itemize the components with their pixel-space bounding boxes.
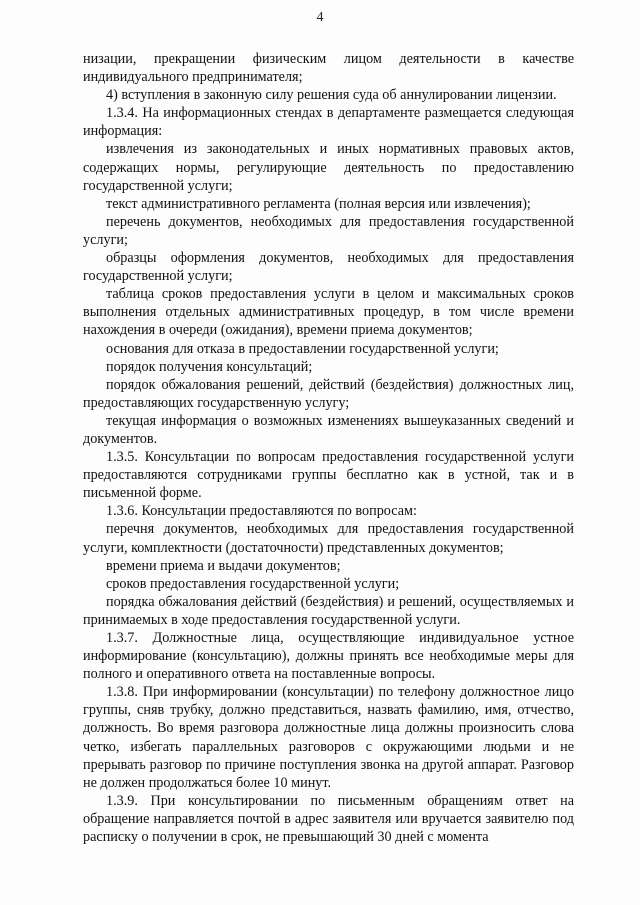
- body-text: [83, 50, 574, 846]
- paragraph: образцы оформления документов, необходимых для предоставления государственной услуги;: [83, 250, 574, 285]
- paragraph: порядка обжалования действий (бездействия) и решений, осуществляемых и принимаемых в ходе предоставления государственной услуги.: [83, 593, 574, 628]
- paragraph: 1.3.7. Должностные лица, осуществляющие индивидуальное устное информирование (консультацию), должны принять все необходимые меры для полного и оперативного ответа на поставленные вопросы.: [83, 630, 574, 683]
- paragraph: 4) вступления в законную силу решения суда об аннулировании лицензии.: [106, 87, 557, 104]
- paragraph: основания для отказа в предоставлении государственной услуги;: [106, 340, 499, 357]
- page-number: 4: [316, 10, 324, 25]
- paragraph: порядок обжалования решений, действий (бездействия) должностных лиц, предоставляющих государственную услугу;: [83, 376, 574, 411]
- paragraph: извлечения из законодательных и иных нормативных правовых актов, содержащих нормы, регулирующие деятельность по предоставлению государственной услуги;: [83, 141, 574, 194]
- paragraph: 1.3.8. При информировании (консультации) по телефону должностное лицо группы, сняв трубку, должно представиться, назвать фамилию, имя, отчество, должность. Во время разговора должностные лица должны произносить слова четко, избегать параллельных разговоров с окружающими людьми и не прерывать разговор по причине поступления звонка на другой аппарат. Разговор не должен продолжаться более 10 минут.: [83, 684, 574, 791]
- paragraph: времени приема и выдачи документов;: [106, 557, 341, 574]
- paragraph: перечня документов, необходимых для предоставления государственной услуги, комплектности (достаточности) представленных документов;: [83, 521, 574, 556]
- paragraph: перечень документов, необходимых для предоставления государственной услуги;: [83, 213, 574, 248]
- paragraph: порядок получения консультаций;: [106, 358, 313, 375]
- paragraph: текущая информация о возможных изменениях вышеуказанных сведений и документов.: [83, 412, 574, 447]
- paragraph: 1.3.5. Консультации по вопросам предоставления государственной услуги предоставляются сотрудниками группы бесплатно как в устной, так и в письменной форме.: [83, 449, 574, 502]
- paragraph: таблица сроков предоставления услуги в целом и максимальных сроков выполнения отдельных административных процедур, в том числе времени нахождения в очереди (ожидания), времени приема документов;: [83, 286, 574, 339]
- paragraph: 1.3.9. При консультировании по письменным обращениям ответ на обращение направляется почтой в адрес заявителя или вручается заявителю под расписку о получении в срок, не превышающий 30 дней с момента: [83, 792, 574, 846]
- paragraph: 1.3.4. На информационных стендах в департаменте размещается следующая информация:: [83, 105, 574, 140]
- paragraph: текст административного регламента (полная версия или извлечения);: [106, 195, 531, 212]
- paragraph: сроков предоставления государственной услуги;: [106, 575, 400, 592]
- paragraph: 1.3.6. Консультации предоставляются по вопросам:: [106, 503, 417, 520]
- paragraph: низации, прекращении физическим лицом деятельности в качестве индивидуального предпринимателя;: [83, 51, 574, 86]
